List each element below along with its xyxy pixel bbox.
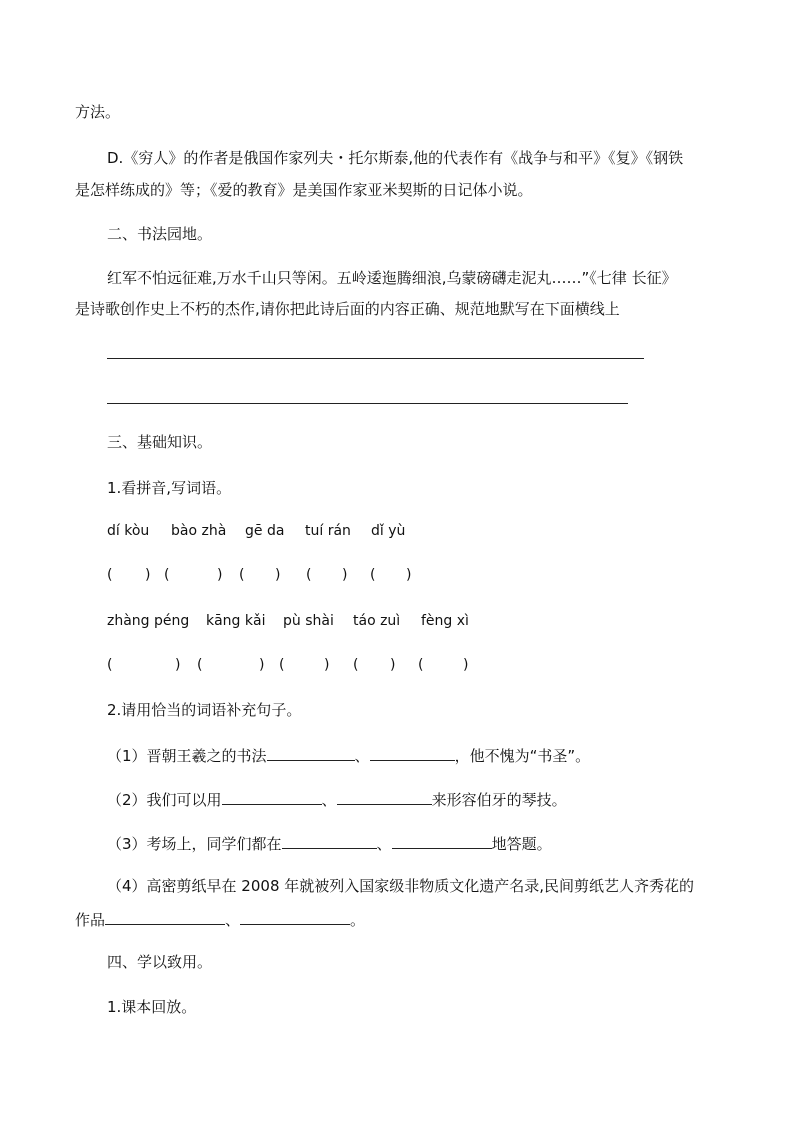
pinyin-item: zhàng péng	[107, 613, 190, 629]
answer-line[interactable]	[107, 358, 644, 359]
sentence-text: 来形容伯牙的琴技。	[431, 791, 567, 809]
section-heading: 二、书法园地。	[107, 225, 213, 243]
paren-open: (	[197, 657, 203, 673]
paren-open: (	[370, 567, 376, 583]
pinyin-item: tuí rán	[305, 523, 351, 539]
paren-open: (	[107, 657, 113, 673]
fill-sentence	[107, 832, 552, 854]
sentence-text: （3）考场上，同学们都在	[107, 835, 282, 853]
blank-field[interactable]	[240, 908, 350, 925]
sentence-text: （1）晋朝王羲之的书法	[107, 747, 267, 765]
pinyin-item: dí kòu	[107, 523, 150, 539]
blank-field[interactable]	[222, 788, 322, 805]
paren-close: )	[217, 567, 223, 583]
paren-open: (	[164, 567, 170, 583]
pinyin-item: gē da	[245, 523, 285, 539]
pinyin-item: dǐ yù	[371, 523, 406, 539]
fill-sentence	[107, 744, 590, 766]
paren-close: )	[324, 657, 330, 673]
blank-field[interactable]	[267, 744, 355, 761]
paren-close: )	[406, 567, 412, 583]
question-label: 1.看拼音,写词语。	[107, 479, 232, 497]
text-line: D.《穷人》的作者是俄国作家列夫・托尔斯泰,他的代表作有《战争与和平》《复》《钢铁	[107, 149, 684, 167]
blank-field[interactable]	[105, 908, 225, 925]
sentence-text: 、	[321, 791, 337, 809]
paren-close: )	[390, 657, 396, 673]
sentence-text: 、	[354, 747, 370, 765]
paren-close: )	[145, 567, 151, 583]
paren-open: (	[418, 657, 424, 673]
sentence-text: ，他不愧为“书圣”。	[454, 747, 591, 765]
question-label: 1.课本回放。	[107, 998, 197, 1016]
paren-close: )	[275, 567, 281, 583]
pinyin-item: pù shài	[283, 613, 334, 629]
sentence-text: 。	[350, 911, 366, 929]
pinyin-item: bào zhà	[171, 523, 227, 539]
text-line: 方法。	[75, 103, 121, 121]
paren-open: (	[239, 567, 245, 583]
sentence-text: （2）我们可以用	[107, 791, 222, 809]
blank-field[interactable]	[282, 832, 377, 849]
sentence-text: 、	[225, 911, 241, 929]
paren-open: (	[107, 567, 113, 583]
answer-line[interactable]	[107, 403, 628, 404]
section-heading: 四、学以致用。	[107, 953, 213, 971]
text-line: 是怎样练成的》等；《爱的教育》是美国作家亚米契斯的日记体小说。	[75, 181, 533, 199]
paren-close: )	[463, 657, 469, 673]
pinyin-item: kāng kǎi	[206, 613, 266, 629]
fill-sentence	[75, 908, 365, 930]
paren-close: )	[175, 657, 181, 673]
paren-open: (	[279, 657, 285, 673]
text-line: 是诗歌创作史上不朽的杰作,请你把此诗后面的内容正确、规范地默写在下面横线上	[75, 300, 620, 318]
fill-sentence	[107, 788, 567, 810]
text-line: （4）高密剪纸早在 2008 年就被列入国家级非物质文化遗产名录,民间剪纸艺人齐秀花的	[107, 877, 695, 895]
paren-open: (	[306, 567, 312, 583]
paren-close: )	[259, 657, 265, 673]
blank-field[interactable]	[337, 788, 432, 805]
blank-field[interactable]	[392, 832, 492, 849]
text-line: 红军不怕远征难,万水千山只等闲。五岭逶迤腾细浪,乌蒙磅礴走泥丸……”《七律 长征》	[107, 269, 677, 287]
paren-close: )	[342, 567, 348, 583]
paren-open: (	[353, 657, 359, 673]
section-heading: 三、基础知识。	[107, 433, 213, 451]
blank-field[interactable]	[370, 744, 455, 761]
sentence-text: 地答题。	[491, 835, 552, 853]
pinyin-item: táo zuì	[353, 613, 401, 629]
pinyin-item: fèng xì	[421, 613, 469, 629]
sentence-text: 、	[376, 835, 392, 853]
sentence-text: 作品	[75, 911, 106, 929]
question-label: 2.请用恰当的词语补充句子。	[107, 701, 302, 719]
